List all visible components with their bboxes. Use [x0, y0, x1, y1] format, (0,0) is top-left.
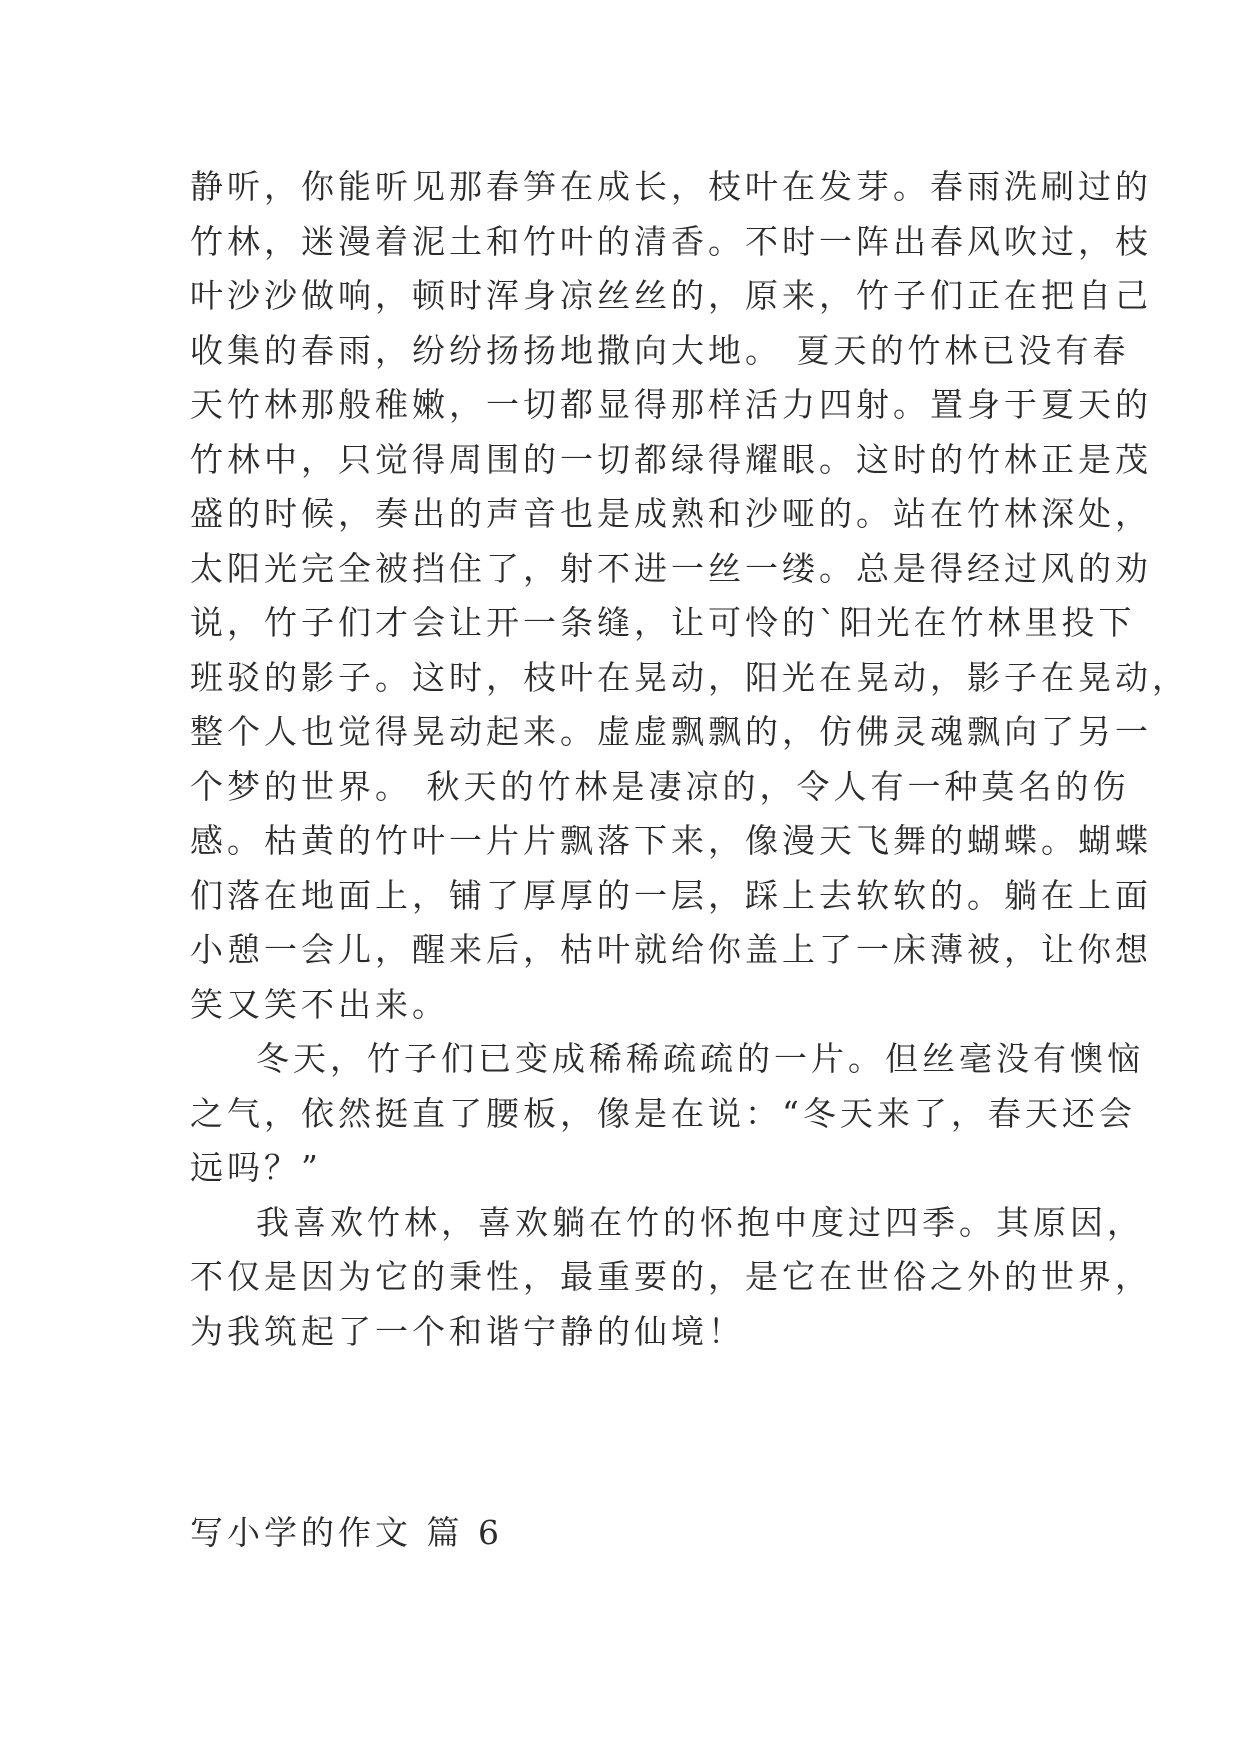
text-line: 班驳的影子。这时，枝叶在晃动，阳光在晃动，影子在晃动， — [190, 657, 1189, 697]
paragraph-1 — [190, 160, 1189, 1032]
text-line: 为我筑起了一个和谐宁静的仙境！ — [190, 1311, 745, 1351]
text-line: 说，竹子们才会让开一条缝，让可怜的`阳光在竹林里投下 — [190, 603, 1136, 642]
text-line: 远吗？” — [190, 1148, 322, 1187]
text-line: 个梦的世界。 秋天的竹林是凄凉的，令人有一种莫名的伤 — [190, 766, 1130, 806]
text-line: 太阳光完全被挡住了，射不进一丝一缕。总是得经过风的劝 — [190, 548, 1152, 588]
text-line: 天竹林那般稚嫩，一切都显得那样活力四射。置身于夏天的 — [190, 385, 1152, 424]
article-body — [190, 160, 1189, 1359]
text-line: 竹林中，只觉得周围的一切都绿得耀眼。这时的竹林正是茂 — [190, 439, 1152, 479]
text-line: 竹林，迷漫着泥土和竹叶的清香。不时一阵出春风吹过，枝 — [190, 221, 1152, 261]
paragraph-3 — [190, 1196, 1152, 1360]
text-line: 收集的春雨，纷纷扬扬地撒向大地。 夏天的竹林已没有春 — [190, 330, 1130, 370]
text-line: 们落在地面上，铺了厚厚的一层，踩上去软软的。躺在上面 — [190, 875, 1152, 915]
text-line: 盛的时候，奏出的声音也是成熟和沙哑的。站在竹林深处， — [190, 494, 1152, 533]
text-line: 不仅是因为它的秉性，最重要的，是它在世俗之外的世界， — [190, 1257, 1152, 1296]
text-line: 叶沙沙做响，顿时浑身凉丝丝的，原来，竹子们正在把自己 — [190, 276, 1152, 315]
text-line: 我喜欢竹林，喜欢躺在竹的怀抱中度过四季。其原因， — [256, 1202, 1144, 1242]
paragraph-2 — [190, 1032, 1144, 1196]
text-line: 静听，你能听见那春笋在成长，枝叶在发芽。春雨洗刷过的 — [190, 167, 1152, 206]
text-line: 整个人也觉得晃动起来。虚虚飘飘的，仿佛灵魂飘向了另一 — [190, 712, 1152, 751]
text-line: 笑又笑不出来。 — [190, 984, 449, 1024]
text-line: 小憩一会儿，醒来后，枯叶就给你盖上了一床薄被，让你想 — [190, 930, 1152, 969]
text-line: 感。枯黄的竹叶一片片飘落下来，像漫天飞舞的蝴蝶。蝴蝶 — [190, 821, 1152, 860]
text-line: 冬天，竹子们已变成稀稀疏疏的一片。但丝毫没有懊恼 — [256, 1039, 1144, 1078]
section-heading: 写小学的作文 篇 6 — [190, 1513, 503, 1552]
text-line: 之气，依然挺直了腰板，像是在说：“冬天来了，春天还会 — [190, 1093, 1136, 1133]
